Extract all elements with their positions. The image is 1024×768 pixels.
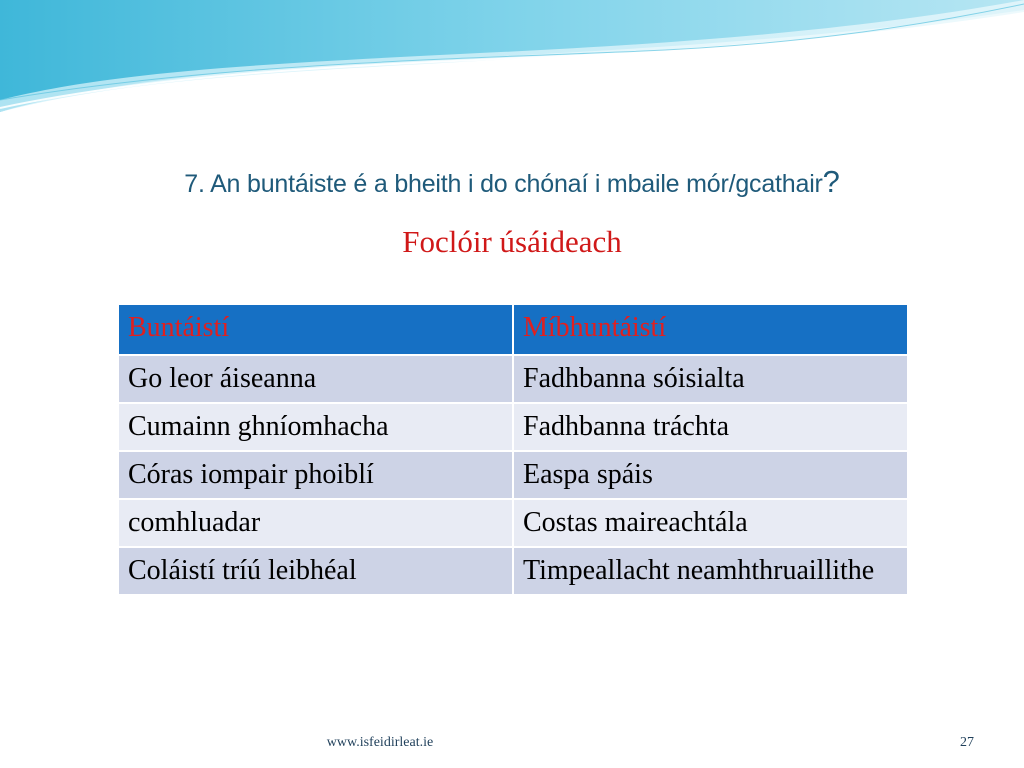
disadvantage-cell: Timpeallacht neamhthruaillithe (513, 547, 908, 595)
disadvantage-cell: Fadhbanna sóisialta (513, 355, 908, 403)
table-row (118, 451, 908, 499)
header-disadvantages: Míbhuntáistí (513, 304, 908, 355)
table-header-row (118, 304, 908, 355)
footer-website-link[interactable]: www.isfeidirleat.ie (326, 735, 434, 750)
slide-subtitle: Foclóir úsáideach (402, 224, 622, 259)
disadvantage-cell: Fadhbanna tráchta (513, 403, 908, 451)
decorative-wave-banner (0, 0, 1024, 120)
slide-title (0, 164, 1024, 200)
table-row (118, 403, 908, 451)
advantage-cell: Cumainn ghníomhacha (118, 403, 513, 451)
header-advantages: Buntáistí (118, 304, 513, 355)
advantage-cell: Coláistí tríú leibhéal (118, 547, 513, 595)
disadvantage-cell: Easpa spáis (513, 451, 908, 499)
table-row (118, 499, 908, 547)
advantage-cell: Go leor áiseanna (118, 355, 513, 403)
vocabulary-table (117, 303, 909, 596)
table-row (118, 355, 908, 403)
page-number: 27 (960, 735, 974, 750)
disadvantage-cell: Costas maireachtála (513, 499, 908, 547)
table-row (118, 547, 908, 595)
slide-title-text: 7. An buntáiste é a bheith i do chónaí i mbaile mór/gcathair (184, 170, 823, 198)
slide-title-question-mark: ? (822, 164, 840, 199)
advantage-cell: comhluadar (118, 499, 513, 547)
advantage-cell: Córas iompair phoiblí (118, 451, 513, 499)
